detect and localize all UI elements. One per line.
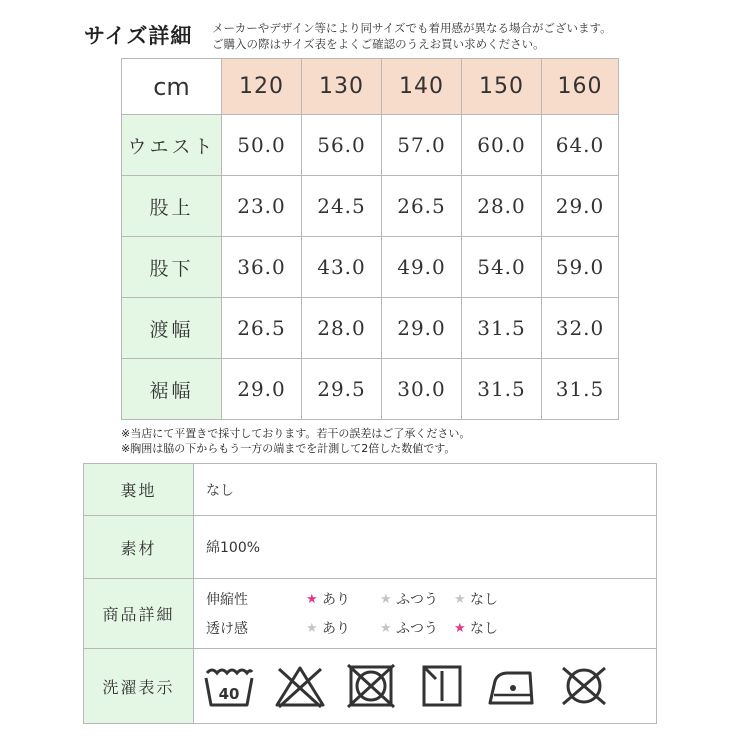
details-value bbox=[194, 579, 657, 649]
details-row bbox=[84, 579, 657, 649]
size-header: 150 bbox=[462, 59, 542, 115]
wash-temperature: 40 bbox=[218, 685, 240, 703]
table-row bbox=[122, 176, 619, 237]
size-header: 120 bbox=[222, 59, 302, 115]
star-icon: ★ bbox=[306, 620, 318, 636]
material-value: 綿100% bbox=[194, 516, 657, 579]
table-cell: 31.5 bbox=[462, 359, 542, 420]
care-label: 洗濯表示 bbox=[84, 649, 194, 724]
disclaimer-line: ご購入の際はサイズ表をよくご確認のうえお買い求めください。 bbox=[212, 37, 545, 51]
sheer-name: 透け感 bbox=[206, 621, 248, 637]
sheer-option-label: ふつう bbox=[396, 621, 438, 637]
table-cell: 30.0 bbox=[382, 359, 462, 420]
size-header-row bbox=[122, 59, 619, 115]
wash-40-icon bbox=[202, 663, 256, 709]
material-row bbox=[84, 516, 657, 579]
material-label: 素材 bbox=[84, 516, 194, 579]
row-label: 裾幅 bbox=[122, 359, 222, 420]
stretch-option bbox=[380, 589, 454, 609]
sheer-option bbox=[306, 618, 380, 638]
stretch-line bbox=[206, 585, 656, 614]
table-cell: 23.0 bbox=[222, 176, 302, 237]
lining-label: 裏地 bbox=[84, 464, 194, 516]
sheer-option-label: なし bbox=[470, 621, 498, 637]
no-dry-clean-icon bbox=[557, 663, 611, 709]
product-info-table bbox=[83, 463, 657, 724]
unit-label: cm bbox=[122, 59, 222, 115]
star-icon: ★ bbox=[380, 591, 392, 607]
table-cell: 60.0 bbox=[462, 115, 542, 176]
table-cell: 59.0 bbox=[542, 237, 619, 298]
stretch-option-label: ふつう bbox=[396, 592, 438, 608]
table-cell: 50.0 bbox=[222, 115, 302, 176]
table-cell: 29.5 bbox=[302, 359, 382, 420]
table-cell: 29.0 bbox=[382, 298, 462, 359]
no-bleach-icon bbox=[273, 663, 327, 709]
table-row bbox=[122, 359, 619, 420]
table-cell: 43.0 bbox=[302, 237, 382, 298]
table-cell: 57.0 bbox=[382, 115, 462, 176]
table-cell: 49.0 bbox=[382, 237, 462, 298]
measurement-notes bbox=[121, 426, 470, 456]
table-cell: 31.5 bbox=[542, 359, 619, 420]
table-cell: 32.0 bbox=[542, 298, 619, 359]
sheer-option-label: あり bbox=[322, 621, 350, 637]
size-table bbox=[121, 58, 619, 420]
table-cell: 29.0 bbox=[222, 359, 302, 420]
sheer-option bbox=[380, 618, 454, 638]
line-dry-shade-icon bbox=[415, 663, 469, 709]
stretch-name: 伸縮性 bbox=[206, 592, 248, 608]
table-cell: 28.0 bbox=[462, 176, 542, 237]
table-cell: 56.0 bbox=[302, 115, 382, 176]
disclaimer-line: メーカーやデザイン等により同サイズでも着用感が異なる場合がございます。 bbox=[212, 21, 612, 35]
care-row bbox=[84, 649, 657, 724]
table-cell: 26.5 bbox=[382, 176, 462, 237]
details-label: 商品詳細 bbox=[84, 579, 194, 649]
lining-row bbox=[84, 464, 657, 516]
stretch-option-label: あり bbox=[322, 592, 350, 608]
care-symbols bbox=[194, 649, 657, 724]
table-cell: 36.0 bbox=[222, 237, 302, 298]
row-label: ウエスト bbox=[122, 115, 222, 176]
disclaimer bbox=[212, 20, 612, 52]
table-row bbox=[122, 298, 619, 359]
row-label: 股上 bbox=[122, 176, 222, 237]
star-icon: ★ bbox=[380, 620, 392, 636]
table-cell: 26.5 bbox=[222, 298, 302, 359]
size-header: 130 bbox=[302, 59, 382, 115]
table-cell: 24.5 bbox=[302, 176, 382, 237]
size-header: 140 bbox=[382, 59, 462, 115]
stretch-option-label: なし bbox=[470, 592, 498, 608]
row-label: 渡幅 bbox=[122, 298, 222, 359]
star-icon: ★ bbox=[454, 620, 466, 636]
size-header: 160 bbox=[542, 59, 619, 115]
sheer-option bbox=[454, 618, 528, 638]
stretch-option bbox=[454, 589, 528, 609]
stretch-option bbox=[306, 589, 380, 609]
note-line: ※当店にて平置きで採寸しております。若干の誤差はご了承ください。 bbox=[121, 427, 471, 440]
page-title: サイズ詳細 bbox=[84, 24, 193, 48]
star-icon: ★ bbox=[454, 591, 466, 607]
table-cell: 54.0 bbox=[462, 237, 542, 298]
table-cell: 29.0 bbox=[542, 176, 619, 237]
table-row bbox=[122, 115, 619, 176]
table-cell: 31.5 bbox=[462, 298, 542, 359]
iron-low-icon bbox=[486, 663, 540, 709]
table-cell: 64.0 bbox=[542, 115, 619, 176]
no-tumble-dry-icon bbox=[344, 663, 398, 709]
lining-value: なし bbox=[194, 464, 657, 516]
sheer-line bbox=[206, 614, 656, 643]
table-cell: 28.0 bbox=[302, 298, 382, 359]
table-row bbox=[122, 237, 619, 298]
note-line: ※胸囲は脇の下からもう一方の端までを計測して2倍した数値です。 bbox=[121, 442, 456, 455]
star-icon: ★ bbox=[306, 591, 318, 607]
row-label: 股下 bbox=[122, 237, 222, 298]
